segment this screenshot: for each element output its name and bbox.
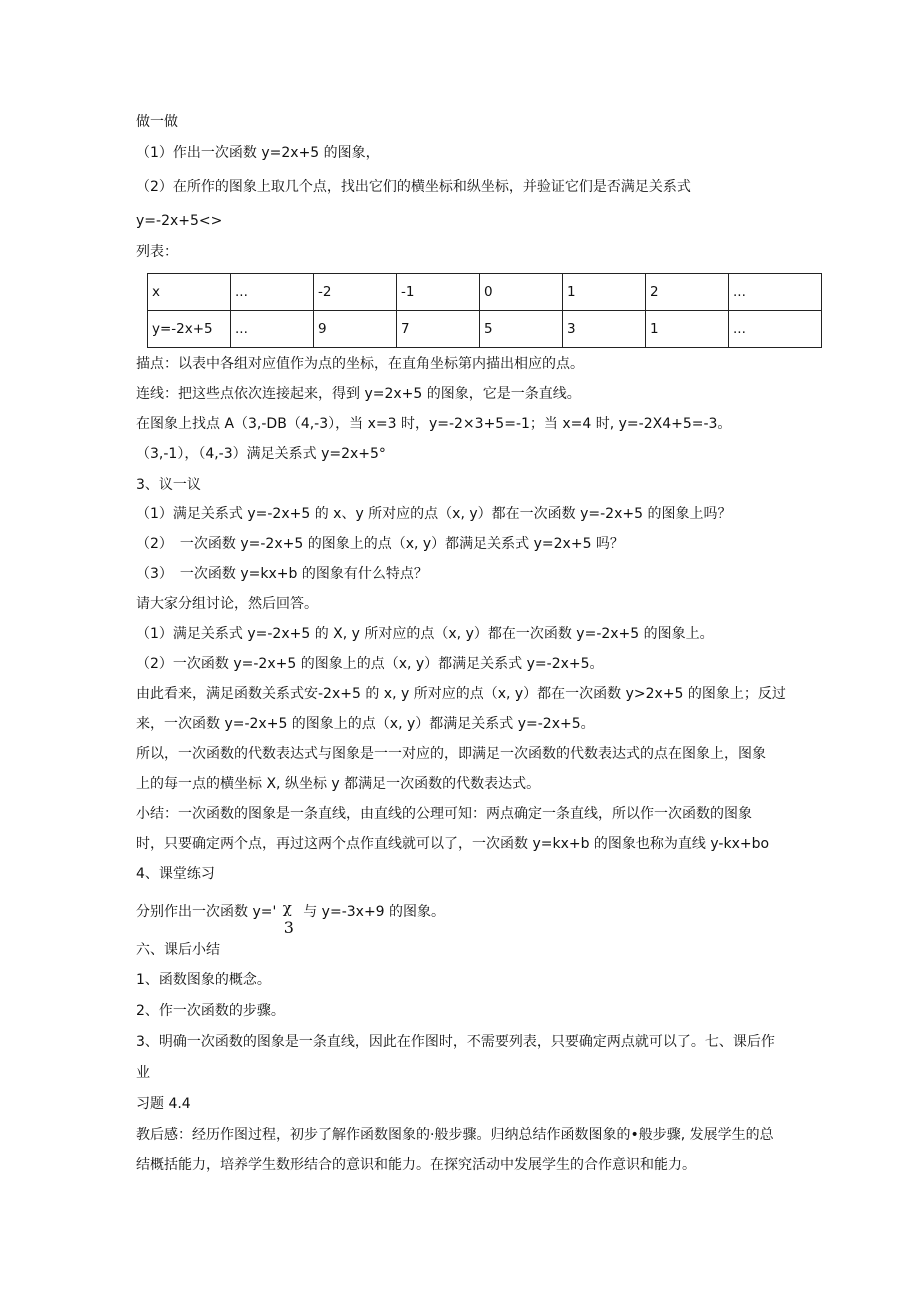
table-row <box>148 311 822 348</box>
find-points-text: 在图象上找点 A（3,-DB（4,-3），当 x=3 时，y=-2×3+5=-1；当 x=4 时, y=-2X4+5=-3。 <box>136 416 732 432</box>
task-2-continued: y=-2x+5<> <box>136 213 223 229</box>
task-1: （1）作出一次函数 y=2x+5 的图象， <box>136 145 380 161</box>
summary-line-1: 小结：一次函数的图象是一条直线，由直线的公理可知：两点确定一条直线，所以作一次函数的图象 <box>136 806 752 822</box>
answer-2: （2）一次函数 y=-2x+5 的图象上的点（x, y）都满足关系式 y=-2x+5。 <box>136 656 604 672</box>
table-cell: ... <box>231 311 314 348</box>
summary-item-3-line-2: 业 <box>136 1065 150 1081</box>
answer-1: （1）满足关系式 y=-2x+5 的 X, y 所对应的点（x, y）都在一次函数 y=-2x+5 的图象上。 <box>136 626 714 642</box>
summary-item-1: 1、函数图象的概念。 <box>136 972 271 988</box>
table-cell: -1 <box>397 274 480 311</box>
question-3: （3） 一次函数 y=kx+b 的图象有什么特点？ <box>136 566 428 582</box>
practice-text-post: 与 y=-3x+9 的图象。 <box>303 904 446 920</box>
task-2: （2）在所作的图象上取几个点，找出它们的横坐标和纵坐标，并验证它们是否满足关系式 <box>136 179 691 195</box>
table-cell: 9 <box>314 311 397 348</box>
summary-line-2: 时，只要确定两个点，再过这两个点作直线就可以了，一次函数 y=kx+b 的图象也称为直线 y-kx+bo <box>136 836 770 852</box>
group-discuss-text: 请大家分组讨论，然后回答。 <box>136 596 318 612</box>
fraction-denominator: 3 <box>283 918 294 937</box>
conclusion-line-1: 由此看来，满足函数关系式安-2x+5 的 x, y 所对应的点（x, y）都在一次函数 y>2x+5 的图象上；反过 <box>136 686 786 702</box>
table-cell: 0 <box>480 274 563 311</box>
reflection-line-1: 教后感：经历作图过程，初步了解作函数图象的·般步骤。归纳总结作函数图象的•般步骤, 发展学生的总 <box>136 1127 774 1143</box>
fraction <box>281 896 299 937</box>
so-line-1: 所以，一次函数的代数表达式与图象是一一对应的，即满足一次函数的代数表达式的点在图象上，图象 <box>136 746 766 762</box>
conclusion-line-2: 来，一次函数 y=-2x+5 的图象上的点（x, y）都满足关系式 y=-2x+5。 <box>136 716 595 732</box>
heading-zuo-yi-zuo: 做一做 <box>136 114 178 130</box>
table-cell: ... <box>231 274 314 311</box>
table-cell: ... <box>729 274 822 311</box>
practice-text-pre: 分别作出一次函数 y=' <box>136 904 277 920</box>
homework-text: 习题 4.4 <box>136 1096 191 1112</box>
summary-item-2: 2、作一次函数的步骤。 <box>136 1003 285 1019</box>
table-cell: x <box>148 274 231 311</box>
table-cell: y=-2x+5 <box>148 311 231 348</box>
table-cell: 1 <box>563 274 646 311</box>
summary-item-3-line-1: 3、明确一次函数的图象是一条直线，因此在作图时，不需要列表，只要确定两点就可以了。七、课后作 <box>136 1034 775 1050</box>
table-cell: ... <box>729 311 822 348</box>
practice-text <box>136 896 446 937</box>
so-line-2: 上的每一点的横坐标 X, 纵坐标 y 都满足一次函数的代数表达式。 <box>136 776 541 792</box>
question-1: （1）满足关系式 y=-2x+5 的 x、y 所对应的点（x, y）都在一次函数 y=-2x+5 的图象上吗？ <box>136 506 732 522</box>
list-label: 列表： <box>136 244 178 260</box>
plot-points-text: 描点：以表中各组对应值作为点的坐标，在直角坐标第内描出相应的点。 <box>136 356 584 372</box>
table-cell: 1 <box>646 311 729 348</box>
table-cell: 7 <box>397 311 480 348</box>
table-cell: 2 <box>646 274 729 311</box>
practice-heading: 4、课堂练习 <box>136 866 215 882</box>
table-cell: 3 <box>563 311 646 348</box>
satisfy-text: （3,-1），（4,-3）满足关系式 y=2x+5° <box>136 446 386 462</box>
discuss-heading: 3、议一议 <box>136 477 201 493</box>
question-2: （2） 一次函数 y=-2x+5 的图象上的点（x, y）都满足关系式 y=2x+5 吗？ <box>136 536 624 552</box>
table-cell: 5 <box>480 311 563 348</box>
reflection-line-2: 结概括能力，培养学生数形结合的意识和能力。在探究活动中发展学生的合作意识和能力。 <box>136 1157 696 1173</box>
table-cell: -2 <box>314 274 397 311</box>
fraction-numerator: χ <box>282 899 292 917</box>
connect-text: 连线：把这些点依次连接起来，得到 y=2x+5 的图象，它是一条直线。 <box>136 386 581 402</box>
section-6-heading: 六、课后小结 <box>136 942 220 958</box>
value-table <box>147 273 822 348</box>
table-row <box>148 274 822 311</box>
